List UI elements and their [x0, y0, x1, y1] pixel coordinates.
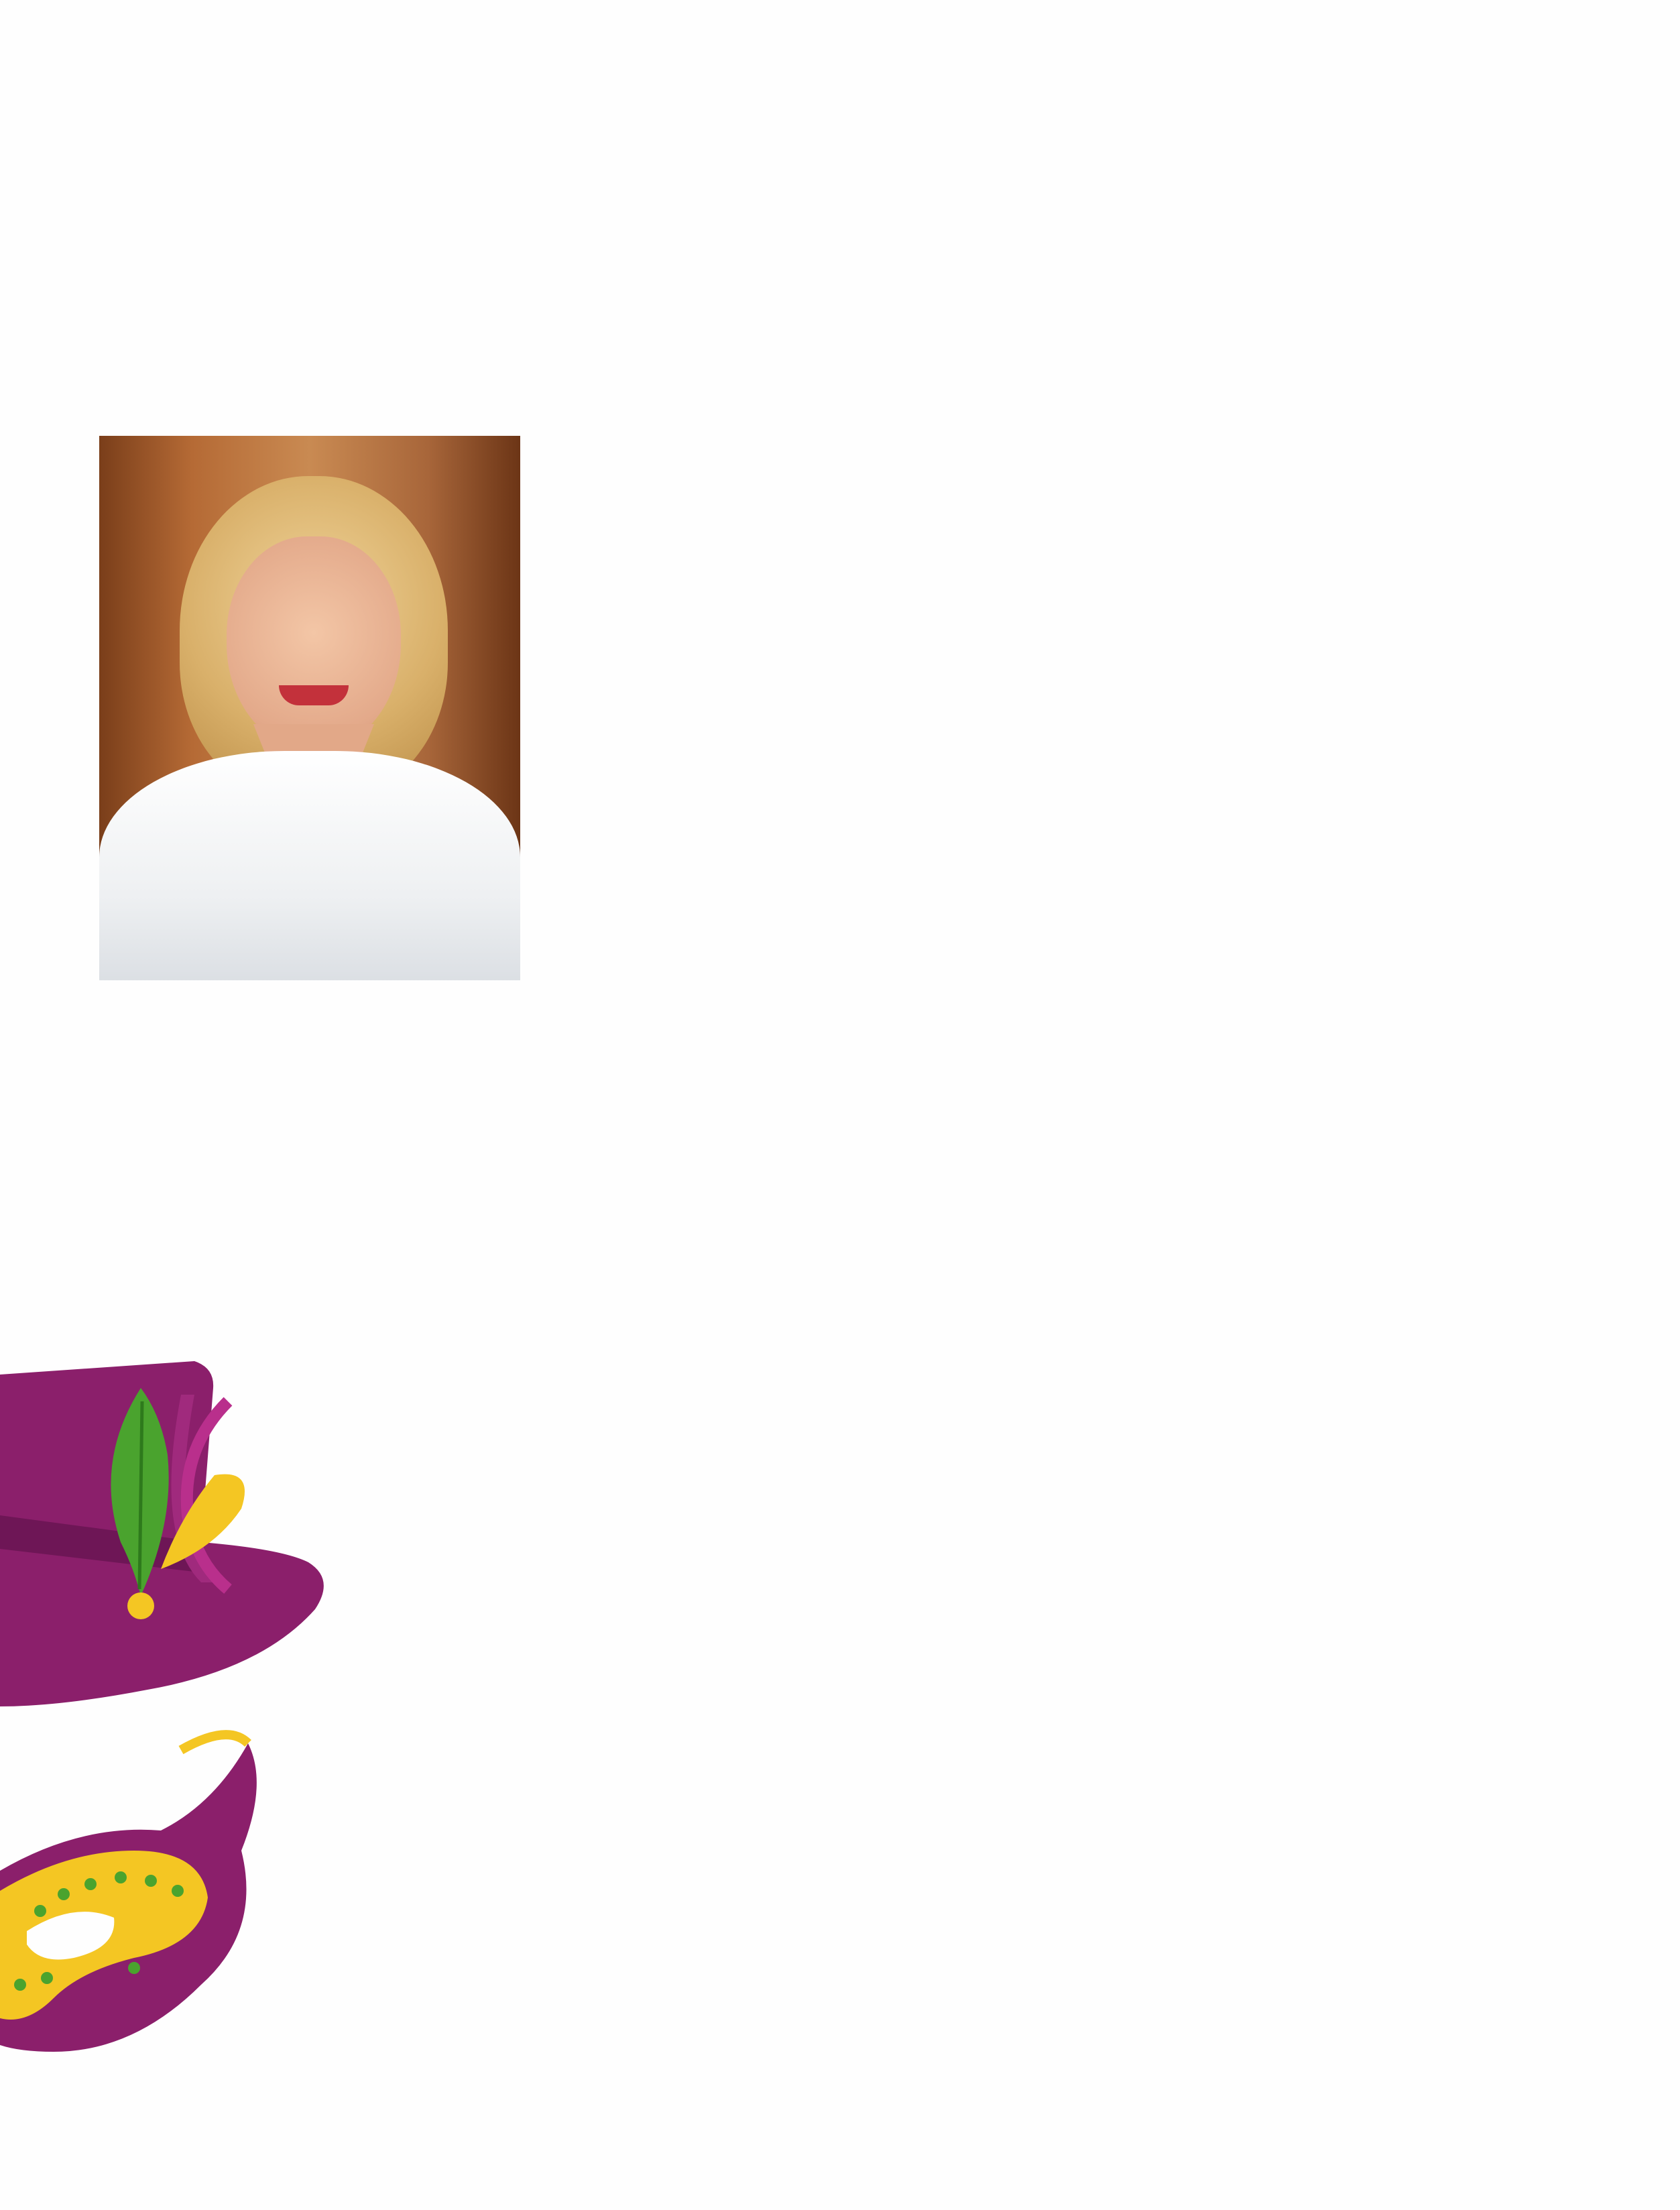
- carnival-mask-icon: [0, 1735, 257, 2052]
- president-portrait-photo: [99, 436, 520, 980]
- paragraph-volunteers: [282, 940, 1581, 994]
- top-hat-with-feather-icon: [0, 1361, 324, 1706]
